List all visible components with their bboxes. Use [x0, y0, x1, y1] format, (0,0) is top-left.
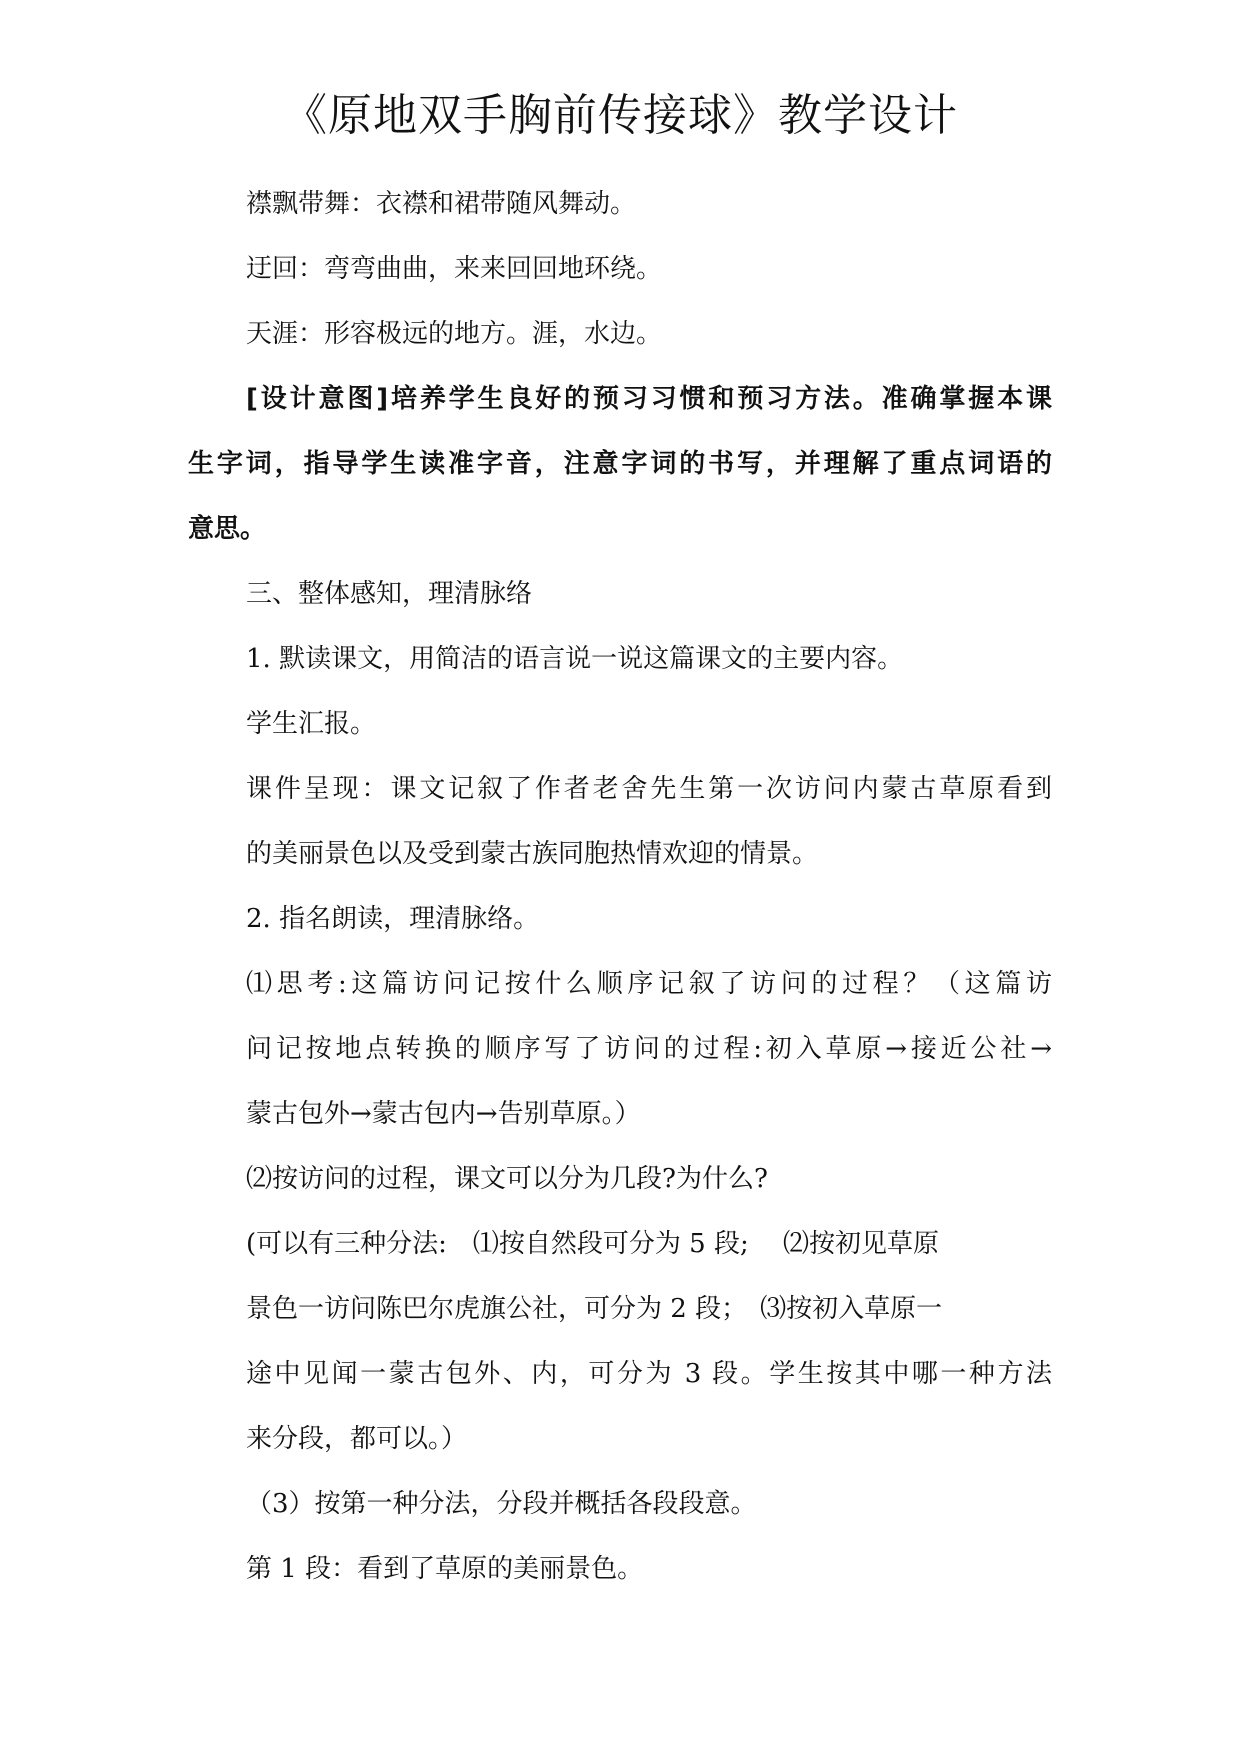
design-intent-line-3: 意思。	[188, 514, 267, 544]
page-title: 《原地双手胸前传接球》教学设计	[283, 90, 958, 141]
question-1-line-3: 蒙古包外→蒙古包内→告别草原。）	[246, 1099, 641, 1129]
vocab-line-yuhui: 迂回：弯弯曲曲，来来回回地环绕。	[246, 254, 663, 284]
section-heading: 三、整体感知，理清脉络	[246, 579, 533, 609]
vocab-line-jinpiao: 襟飘带舞：衣襟和裙带随风舞动。	[246, 189, 637, 219]
paragraph-1-summary: 第 1 段：看到了草原的美丽景色。	[246, 1554, 644, 1584]
task-2: 2. 指名朗读，理清脉络。	[246, 904, 540, 934]
student-report: 学生汇报。	[246, 709, 377, 739]
question-3: （3）按第一种分法，分段并概括各段段意。	[246, 1489, 757, 1519]
methods-line-1: (可以有三种分法: ⑴按自然段可分为 5 段; ⑵按初见草原	[246, 1229, 939, 1259]
question-2: ⑵按访问的过程，课文可以分为几段?为什么?	[246, 1164, 768, 1194]
methods-line-4: 来分段，都可以。）	[246, 1424, 468, 1454]
vocab-line-tianya: 天涯：形容极远的地方。涯，水边。	[246, 319, 663, 349]
methods-line-3: 途中见闻一蒙古包外、内，可分为 3 段。学生按其中哪一种方法	[246, 1359, 1052, 1389]
task-1: 1. 默读课文，用简洁的语言说一说这篇课文的主要内容。	[246, 644, 904, 674]
design-intent-line-2: 生字词，指导学生读准字音，注意字词的书写，并理解了重点词语的	[188, 449, 1052, 479]
courseware-line-1: 课件呈现：课文记叙了作者老舍先生第一次访问内蒙古草原看到	[246, 774, 1052, 804]
methods-line-2: 景色一访问陈巴尔虎旗公社，可分为 2 段； ⑶按初入草原一	[246, 1294, 943, 1324]
courseware-line-2: 的美丽景色以及受到蒙古族同胞热情欢迎的情景。	[246, 839, 819, 869]
question-1-line-1: ⑴思考:这篇访问记按什么顺序记叙了访问的过程？（这篇访	[246, 969, 1052, 999]
question-1-line-2: 问记按地点转换的顺序写了访问的过程:初入草原→接近公社→	[246, 1034, 1052, 1064]
design-intent-line-1: [设计意图]培养学生良好的预习习惯和预习方法。准确掌握本课	[246, 384, 1052, 414]
